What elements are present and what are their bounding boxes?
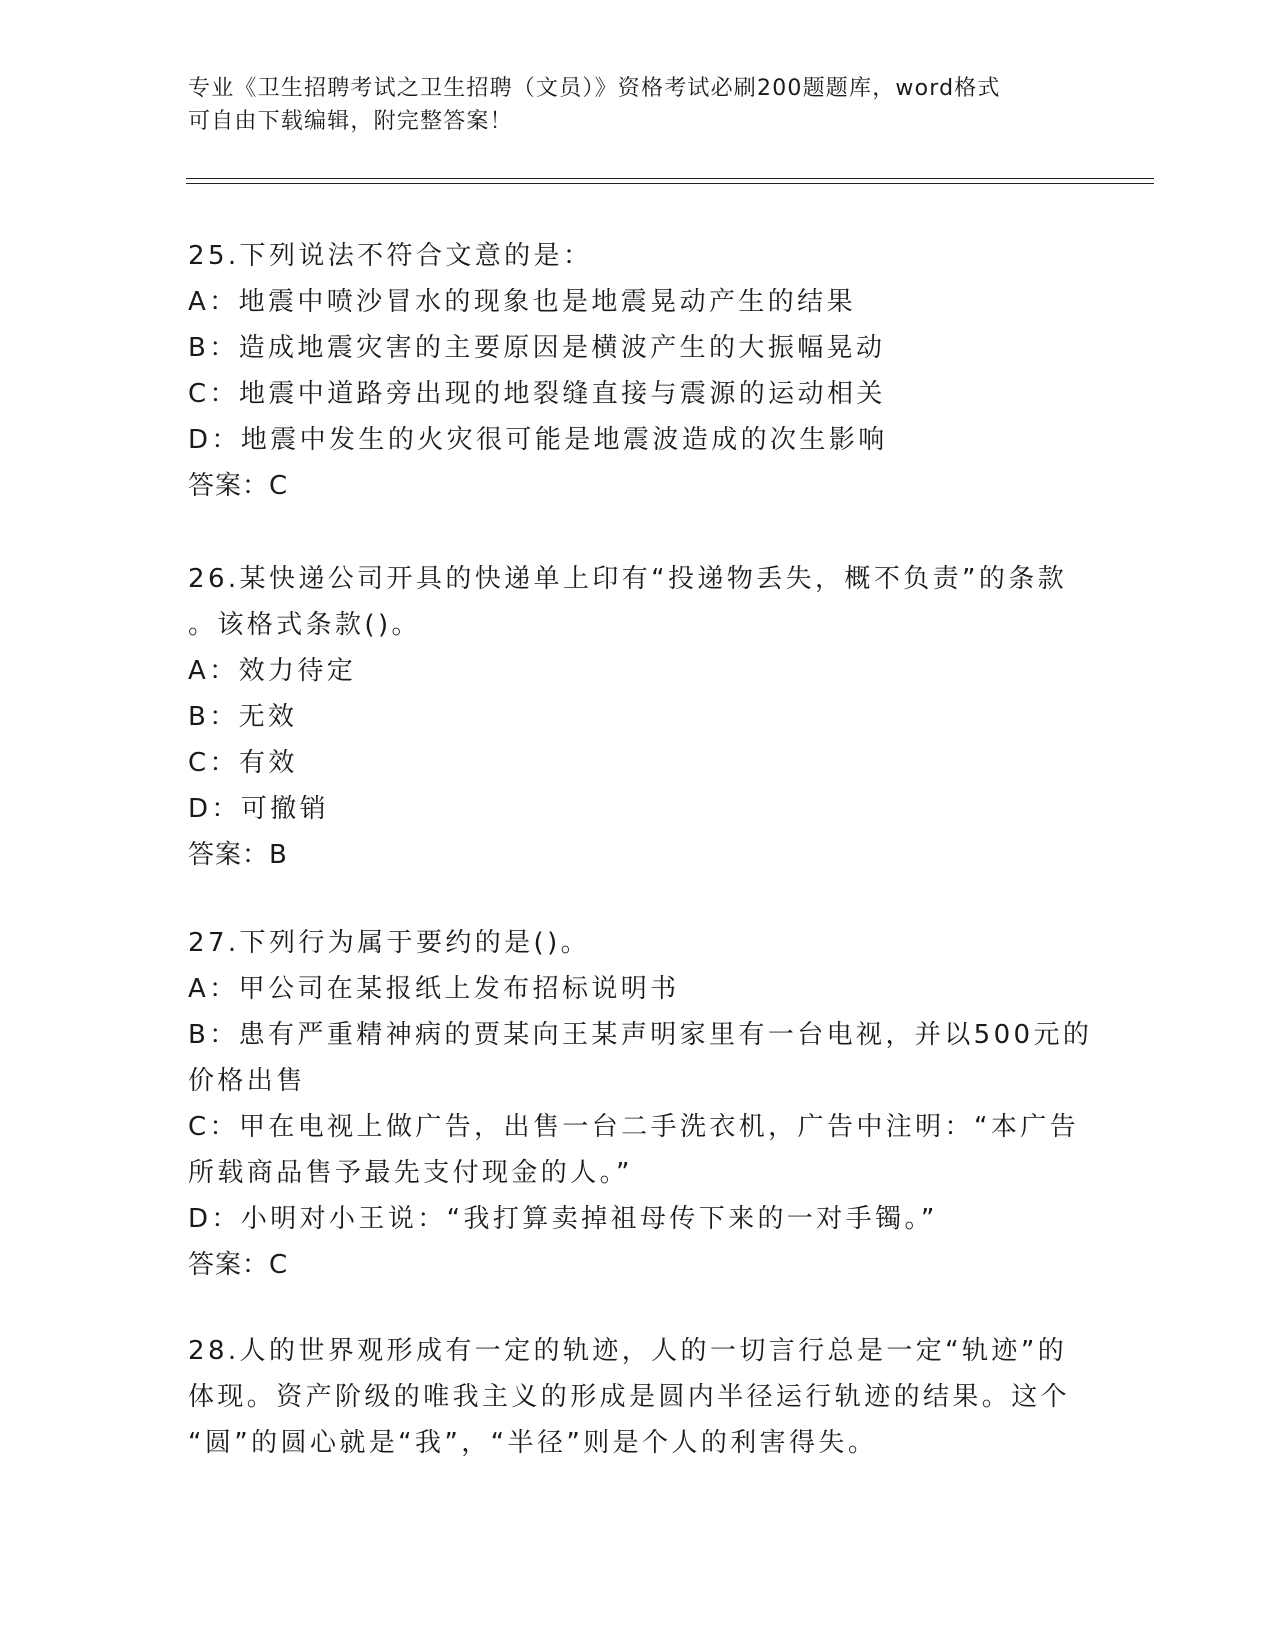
question-26 — [188, 556, 1078, 878]
option-a: A：地震中喷沙冒水的现象也是地震晃动产生的结果 — [188, 287, 856, 317]
question-stem: 27.下列行为属于要约的是()。 — [188, 928, 591, 958]
document-header — [188, 72, 1088, 138]
option-c-continued: 所载商品售予最先支付现金的人。” — [188, 1158, 633, 1188]
question-25 — [188, 233, 1078, 509]
option-a: A：甲公司在某报纸上发布招标说明书 — [188, 974, 680, 1004]
option-c: C：有效 — [188, 748, 298, 778]
option-b: B：患有严重精神病的贾某向王某声明家里有一台电视，并以500元的 — [188, 1020, 1093, 1050]
option-d: D：小明对小王说：“我打算卖掉祖母传下来的一对手镯。” — [188, 1204, 938, 1234]
option-b: B：无效 — [188, 702, 298, 732]
question-stem-line-2: 体现。资产阶级的唯我主义的形成是圆内半径运行轨迹的结果。这个 — [188, 1382, 1071, 1412]
header-line-1: 专业《卫生招聘考试之卫生招聘（文员）》资格考试必刷200题题库，word格式 — [188, 76, 1001, 101]
answer-line: 答案：C — [188, 1250, 289, 1280]
option-c: C：地震中道路旁出现的地裂缝直接与震源的运动相关 — [188, 379, 886, 409]
header-rule-top — [186, 178, 1154, 179]
option-d: D：地震中发生的火灾很可能是地震波造成的次生影响 — [188, 425, 888, 455]
option-d: D：可撤销 — [188, 794, 330, 824]
header-rule-bottom — [186, 183, 1154, 184]
question-stem-line-3: “圆”的圆心就是“我”，“半径”则是个人的利害得失。 — [188, 1428, 878, 1458]
option-b-continued: 价格出售 — [188, 1066, 306, 1096]
question-28 — [188, 1328, 1078, 1466]
question-27 — [188, 920, 1093, 1288]
option-c: C：甲在电视上做广告，出售一台二手洗衣机，广告中注明：“本广告 — [188, 1112, 1080, 1142]
answer-line: 答案：B — [188, 840, 288, 870]
question-stem-line-1: 28.人的世界观形成有一定的轨迹，人的一切言行总是一定“轨迹”的 — [188, 1336, 1068, 1366]
question-stem-line-2: 。该格式条款()。 — [188, 610, 421, 640]
question-stem-line-1: 26.某快递公司开具的快递单上印有“投递物丢失，概不负责”的条款 — [188, 564, 1068, 594]
option-a: A：效力待定 — [188, 656, 357, 686]
option-b: B：造成地震灾害的主要原因是横波产生的大振幅晃动 — [188, 333, 886, 363]
answer-line: 答案：C — [188, 471, 289, 501]
header-line-2: 可自由下载编辑，附完整答案！ — [188, 109, 513, 134]
question-stem: 25.下列说法不符合文意的是： — [188, 241, 593, 271]
